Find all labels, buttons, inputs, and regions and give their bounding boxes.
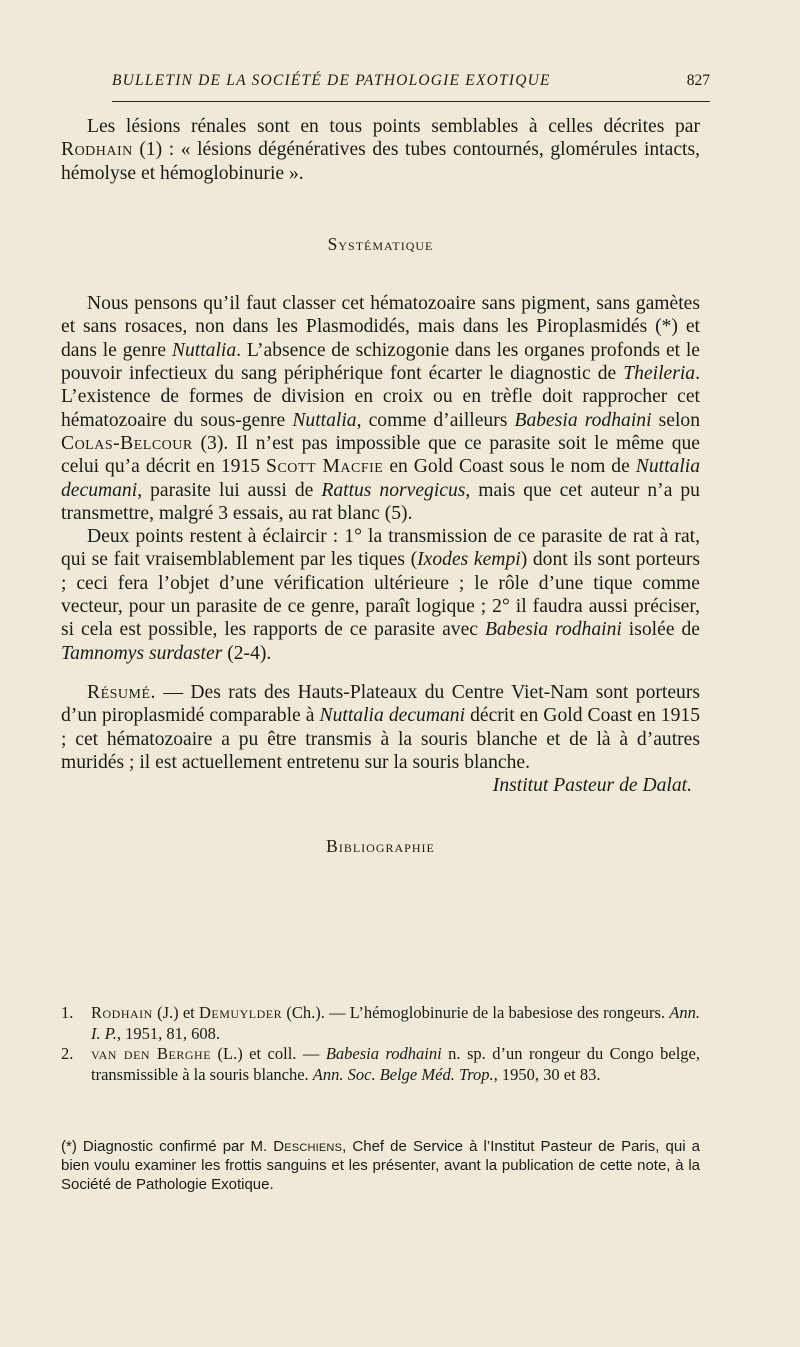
author-name: Colas-Belcour: [61, 432, 193, 454]
paragraph-systematique: Nous pensons qu’il faut classer cet hématozoaire sans pigment, sans gamètes et sans rosaces, non dans les Plasmodidés, mais dans les Piroplasmidés (*) et dans le genre Nuttalia. L’absence de schizogonie dans les organes profonds et le pouvoir infectieux du sang périphérique font écarter le diagnostic de Theileria. L’existence de formes de division en croix ou en trèfle doit rapprocher cet hématozoaire du sous-genre Nuttalia, comme d’ailleurs Babesia rodhaini selon Colas-Belcour (3). Il n’est pas impossible que ce parasite soit le même que celui qu’a décrit en 1915 Scott Macfie en Gold Coast sous le nom de Nuttalia decumani, parasite lui aussi de Rattus norvegicus, mais que cet auteur n’a pu transmettre, malgré 3 essais, au rat blanc (5).: [61, 293, 701, 524]
header-rule: [112, 101, 710, 102]
bibliography-list: [61, 1003, 700, 1085]
author-name: Rodhain: [61, 139, 133, 161]
paragraph-points: Deux points restent à éclaircir : 1° la transmission de ce parasite de rat à rat, qui se fait vraisemblablement par les tiques (Ixodes kempi) dont ils sont porteurs ; ceci fera l’objet d’une vérification ultérieure ; le rôle d’une tique comme vecteur, pour un parasite de ce genre, paraît logique ; 2° il faudra aussi préciser, si cela est possible, les rapports de ce parasite avec Babesia rodhaini isolée de Tamnomys surdaster (2-4).: [61, 526, 700, 664]
taxon-name: Babesia rodhaini: [514, 409, 652, 431]
journal-name: Ann. Soc. Belge Méd. Trop.: [312, 1064, 494, 1084]
institution-signature: Institut Pasteur de Dalat.: [492, 775, 692, 797]
taxon-name: Nuttalia: [171, 339, 237, 361]
running-header: [112, 72, 710, 90]
footnote: (*) Diagnostic confirmé par M. Deschiens, Chef de Service à l’Institut Pasteur de Paris, qui a bien voulu examiner les frottis sanguins et les présenter, avant la publication de cette note, à la Société de Pathologie Exotique.: [61, 1138, 700, 1193]
section-heading-systematique: Systématique: [327, 233, 434, 254]
taxon-name: Tamnomys surdaster: [61, 642, 223, 664]
taxon-name: Nuttalia decumani: [319, 705, 466, 727]
article-body: [61, 115, 700, 859]
bibliography-entry: 1. Rodhain (J.) et Demuylder (Ch.). — L’hémoglobinurie de la babesiose des rongeurs. Ann. I. P., 1951, 81, 608.: [61, 1003, 700, 1043]
taxon-name: Theileria: [623, 363, 696, 385]
section-heading-bibliographie: Bibliographie: [326, 836, 435, 857]
taxon-name: Babesia rodhaini: [484, 619, 622, 641]
taxon-name: Ixodes kempi: [417, 549, 521, 571]
author-name: van den Berghe: [91, 1044, 212, 1063]
taxon-name: Rattus norvegicus: [321, 479, 466, 501]
paragraph-resume: Résumé. — Des rats des Hauts-Plateaux du Centre Viet-Nam sont porteurs d’un piroplasmidé comparable à Nuttalia decumani décrit en Gold Coast en 1915 ; cet hématozoaire a pu être transmis à la souris blanche et de là à d’autres muridés ; il est actuellement entretenu sur la souris blanche.: [61, 681, 700, 773]
article-title: Babesia rodhaini: [325, 1044, 442, 1063]
journal-name: Ann. I. P.: [91, 1003, 700, 1043]
bibliography-entry: 2. van den Berghe (L.) et coll. — Babesia rodhaini n. sp. d’un rongeur du Congo belge, transmissible à la souris blanche. Ann. Soc. Belge Méd. Trop., 1950, 30 et 83.: [61, 1044, 701, 1084]
taxon-name: Nuttalia: [292, 409, 357, 431]
resume-label: Résumé.: [87, 681, 156, 703]
taxon-name: Nuttalia decumani: [61, 456, 701, 501]
author-name: Demuylder: [199, 1003, 283, 1022]
page-number: 827: [686, 72, 710, 89]
author-name: Scott Macfie: [266, 456, 384, 478]
paragraph-lesions: Les lésions rénales sont en tous points semblables à celles décrites par Rodhain (1) : « lésions dégénératives des tubes contournés, glomérules intacts, hémolyse et hémoglobinurie ».: [61, 116, 700, 184]
journal-title: BULLETIN DE LA SOCIÉTÉ DE PATHOLOGIE EXOTIQUE: [112, 72, 551, 89]
author-name: Deschiens: [273, 1138, 343, 1155]
author-name: Rodhain: [91, 1003, 153, 1022]
